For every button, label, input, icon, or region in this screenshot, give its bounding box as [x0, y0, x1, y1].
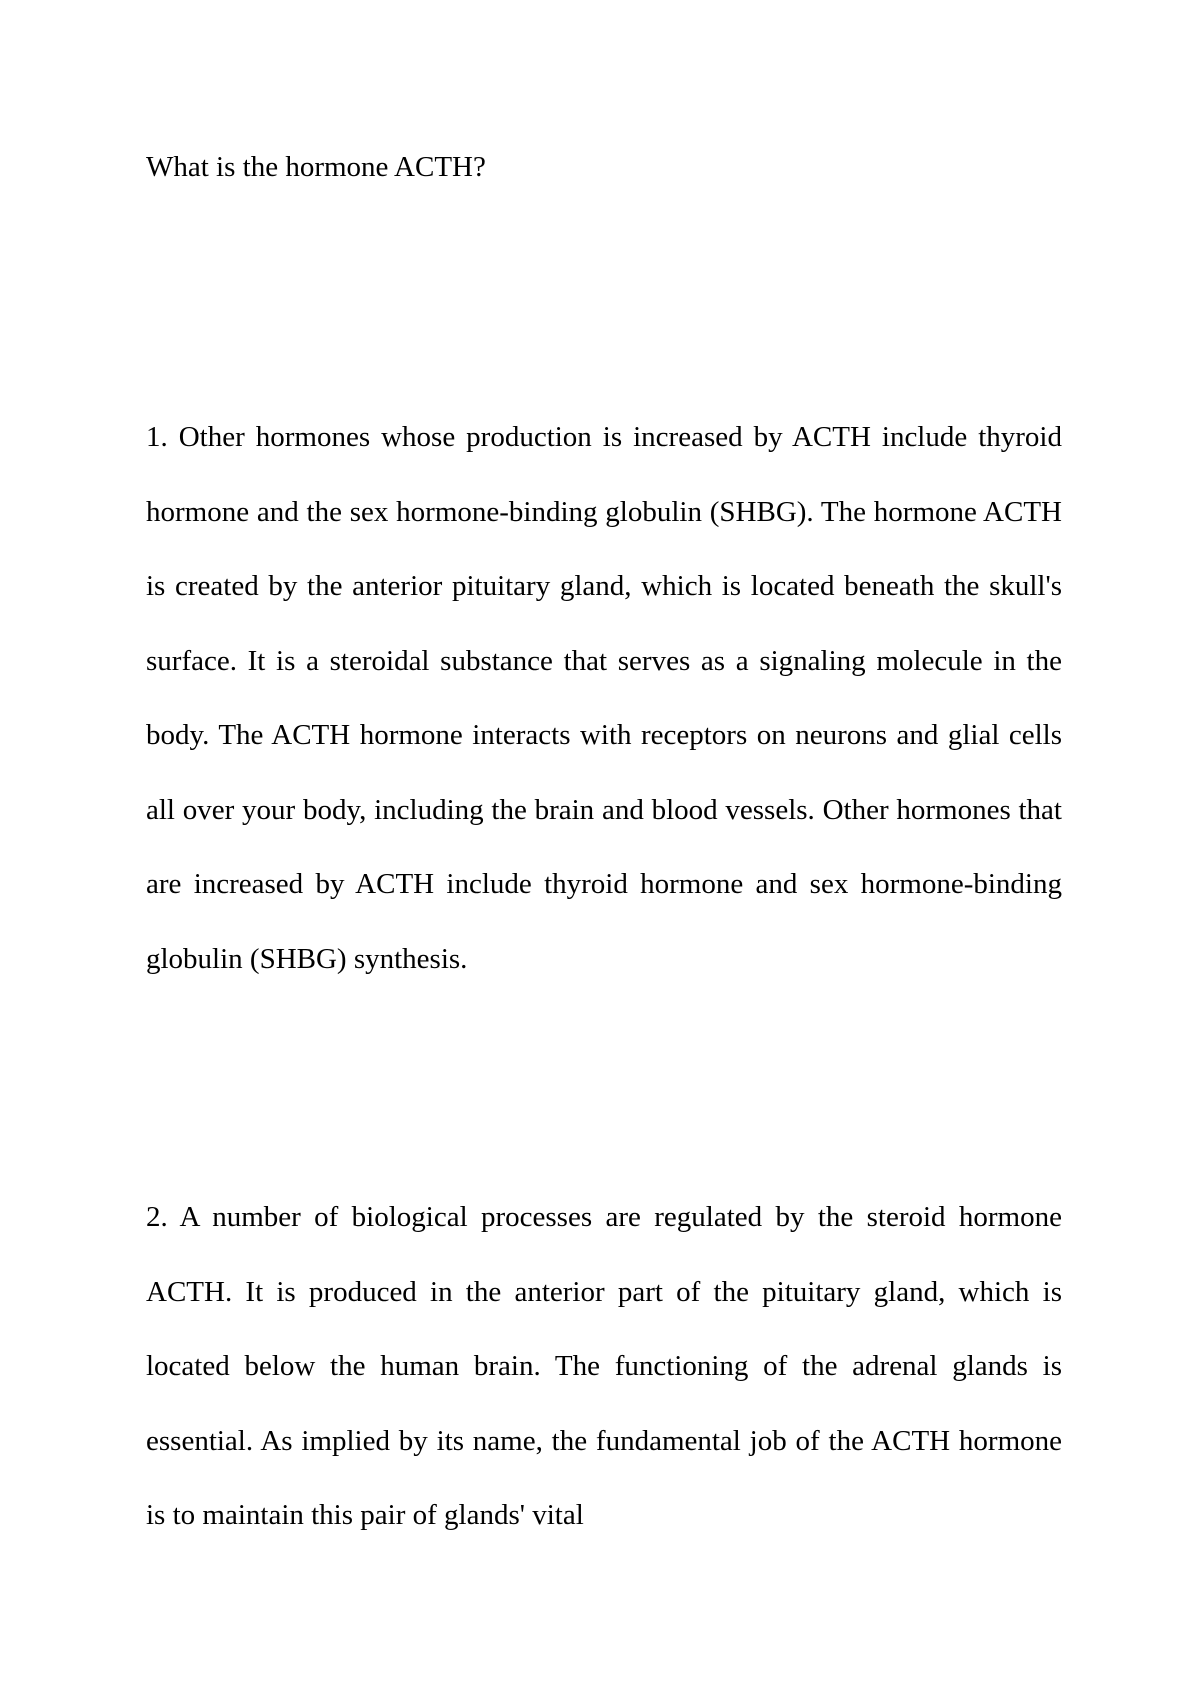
paragraph-2: 2. A number of biological processes are regulated by the steroid hormone ACTH. It is produced in the anterior part of the pituitary gland, which is located below the human brain. The functioning of the adrenal glands is essential. As implied by its name, the fundamental job of the ACTH hormone is to maintain this pair of glands' vital	[146, 1201, 1062, 1531]
document-title: What is the hormone ACTH?	[146, 151, 486, 183]
paragraph-1: 1. Other hormones whose production is increased by ACTH include thyroid hormone and the sex hormone-binding globulin (SHBG). The hormone ACTH is created by the anterior pituitary gland, which is located beneath the skull's surface. It is a steroidal substance that serves as a signaling molecule in the body. The ACTH hormone interacts with receptors on neurons and glial cells all over your body, including the brain and blood vessels. Other hormones that are increased by ACTH include thyroid hormone and sex hormone-binding globulin (SHBG) synthesis.	[146, 421, 1062, 975]
